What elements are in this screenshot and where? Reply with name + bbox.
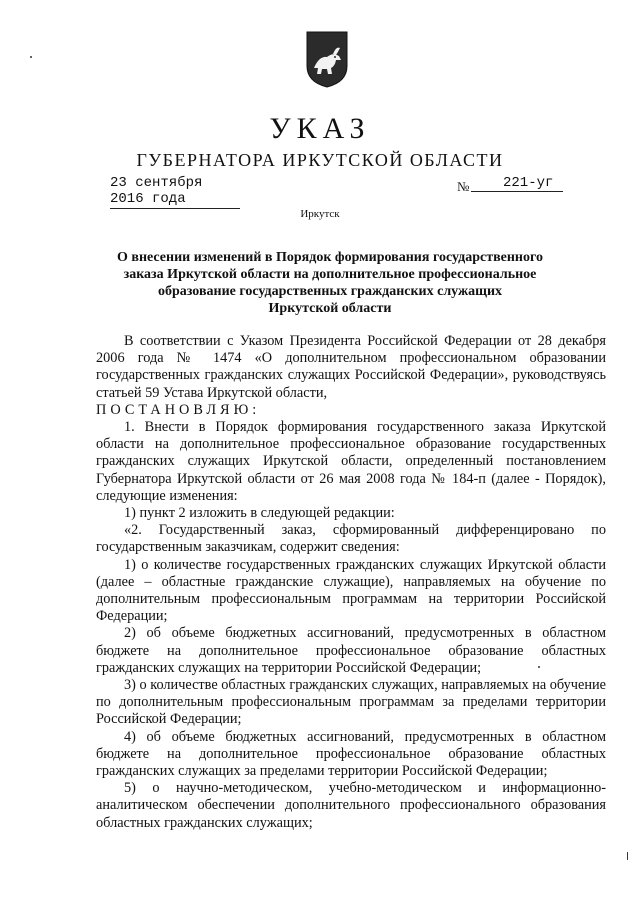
paragraph: 5) о научно-методическом, учебно-методическом и информационно-аналитическом обеспечении дополнительного профессионального образования областных гражданских служащих; — [96, 780, 606, 831]
paragraph: В соответствии с Указом Президента Российской Федерации от 28 декабря 2006 года № 1474 «О дополнительном профессиональном образовании государственных гражданских служащих Российской Федерации», руководствуясь статьей 59 Устава Иркутской области, — [96, 333, 606, 401]
heading-line: Иркутской области — [268, 301, 392, 316]
decree-word: ПОСТАНОВЛЯЮ: — [96, 401, 261, 418]
paragraph: 1. Внести в Порядок формирования государственного заказа Иркутской области на дополнительное профессиональное образование государственных гражданских служащих Иркутской области, определенный постановлением Губернатора Иркутской области от 26 мая 2008 года № 184-п (далее - Порядок), следующие изменения: — [96, 419, 606, 504]
number-label: № — [457, 179, 470, 194]
paragraph: 2) об объеме бюджетных ассигнований, предусмотренных в областном бюджете на дополнительное профессиональное образование областных гражданских служащих на территории Российской Федерации; — [96, 625, 606, 676]
document-heading — [100, 249, 560, 317]
document-body — [96, 333, 606, 832]
document-date: 23 сентября 2016 года — [110, 175, 240, 209]
paragraph: «2. Государственный заказ, сформированный дифференцировано по государственным заказчикам, содержит сведения: — [96, 522, 606, 556]
paragraph: 3) о количестве областных гражданских служащих, направляемых на обучение по дополнительным профессиональным программам за пределами территории Российской Федерации; — [96, 677, 606, 728]
paragraph: 4) об объеме бюджетных ассигнований, предусмотренных в областном бюджете на дополнительное профессиональное образование областных гражданских служащих за пределами территории Российской Федерации; — [96, 728, 606, 780]
document-number: 221-уг — [471, 175, 563, 192]
scan-speck — [538, 666, 540, 668]
document-title: УКАЗ — [269, 112, 371, 145]
scan-speck — [627, 852, 628, 860]
document-place: Иркутск — [300, 208, 340, 220]
heading-line: заказа Иркутской области на дополнительное профессиональное — [123, 267, 537, 282]
scan-speck — [30, 56, 32, 58]
coat-of-arms-icon — [305, 30, 349, 88]
paragraph: 1) пункт 2 изложить в следующей редакции: — [124, 505, 395, 522]
paragraph: 1) о количестве государственных гражданских служащих Иркутской области (далее – областные гражданские служащие), направляемых на обучение по дополнительным профессиональным программам на территории Российской Федерации; — [96, 556, 606, 625]
heading-line: О внесении изменений в Порядок формирования государственного — [117, 250, 543, 265]
document-subtitle: ГУБЕРНАТОРА ИРКУТСКОЙ ОБЛАСТИ — [136, 150, 504, 170]
heading-line: образование государственных гражданских служащих — [157, 284, 503, 299]
